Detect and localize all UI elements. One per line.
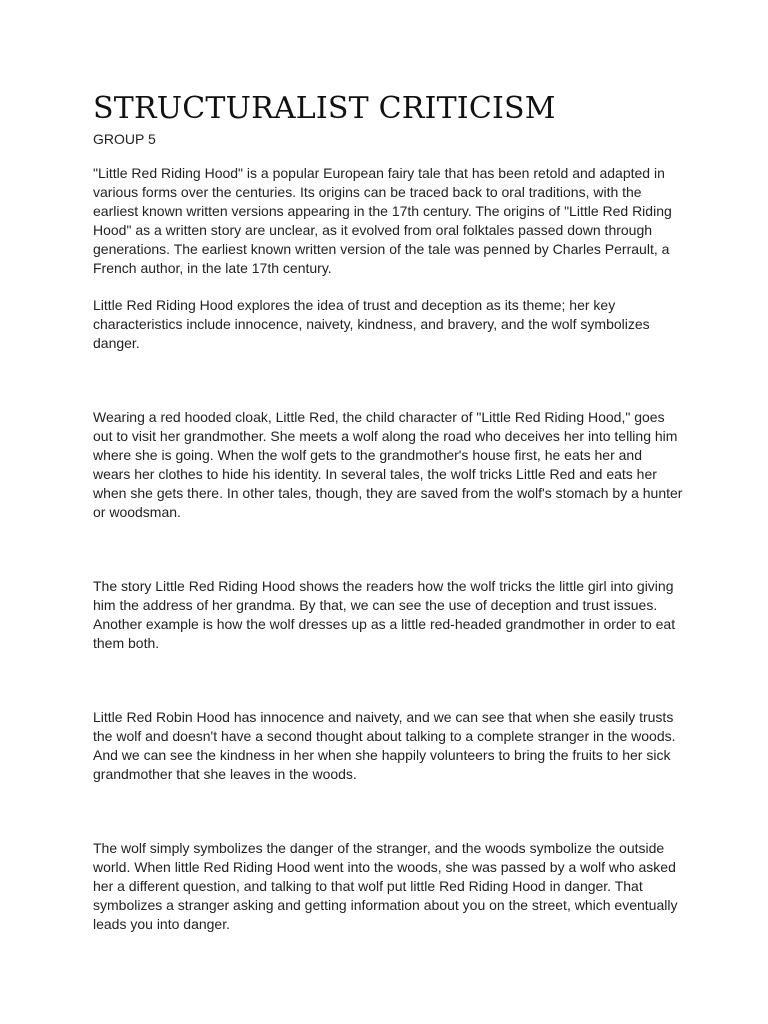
document-title: STRUCTURALIST CRITICISM — [93, 91, 556, 126]
paragraph-origins: "Little Red Riding Hood" is a popular European fairy tale that has been retold and adapted in various forms over the centuries. Its origins can be traced back to oral traditions, with the earliest known written versions appearing in the 17th century. The origins of "Little Red Riding Hood" as a written story are unclear, as it evolved from oral folktales passed down through generations. The earliest known written version of the tale was penned by Charles Perrault, a French author, in the late 17th century. — [93, 165, 672, 276]
paragraph-theme: Little Red Riding Hood explores the idea of trust and deception as its theme; her key characteristics include innocence, naivety, kindness, and bravery, and the wolf symbolizes danger. — [93, 297, 650, 351]
paragraph-innocence: Little Red Robin Hood has innocence and naivety, and we can see that when she easily trusts the wolf and doesn't have a second thought about talking to a complete stranger in the woods. And we can see the kindness in her when she happily volunteers to bring the fruits to her sick grandmother that she leaves in the woods. — [93, 709, 676, 782]
document-body — [93, 90, 683, 934]
paragraph-summary: Wearing a red hooded cloak, Little Red, the child character of "Little Red Riding Hood," goes out to visit her grandmother. She meets a wolf along the road who deceives her into telling him where she is going. When the wolf gets to the grandmother's house first, he eats her and wears her clothes to hide his identity. In several tales, the wolf tricks Little Red and eats her when she gets there. In other tales, though, they are saved from the wolf's stomach by a hunter or woodsman. — [93, 409, 683, 520]
paragraph-symbolism: The wolf simply symbolizes the danger of the stranger, and the woods symbolize the outside world. When little Red Riding Hood went into the woods, she was passed by a wolf who asked her a different question, and talking to that wolf put little Red Riding Hood in danger. That symbolizes a stranger asking and getting information about you on the street, which eventually leads you into danger. — [93, 840, 678, 932]
paragraph-deception: The story Little Red Riding Hood shows the readers how the wolf tricks the little girl into giving him the address of her grandma. By that, we can see the use of deception and trust issues. Another example is how the wolf dresses up as a little red-headed grandmother in order to eat them both. — [93, 578, 676, 651]
document-subtitle: GROUP 5 — [93, 131, 156, 147]
